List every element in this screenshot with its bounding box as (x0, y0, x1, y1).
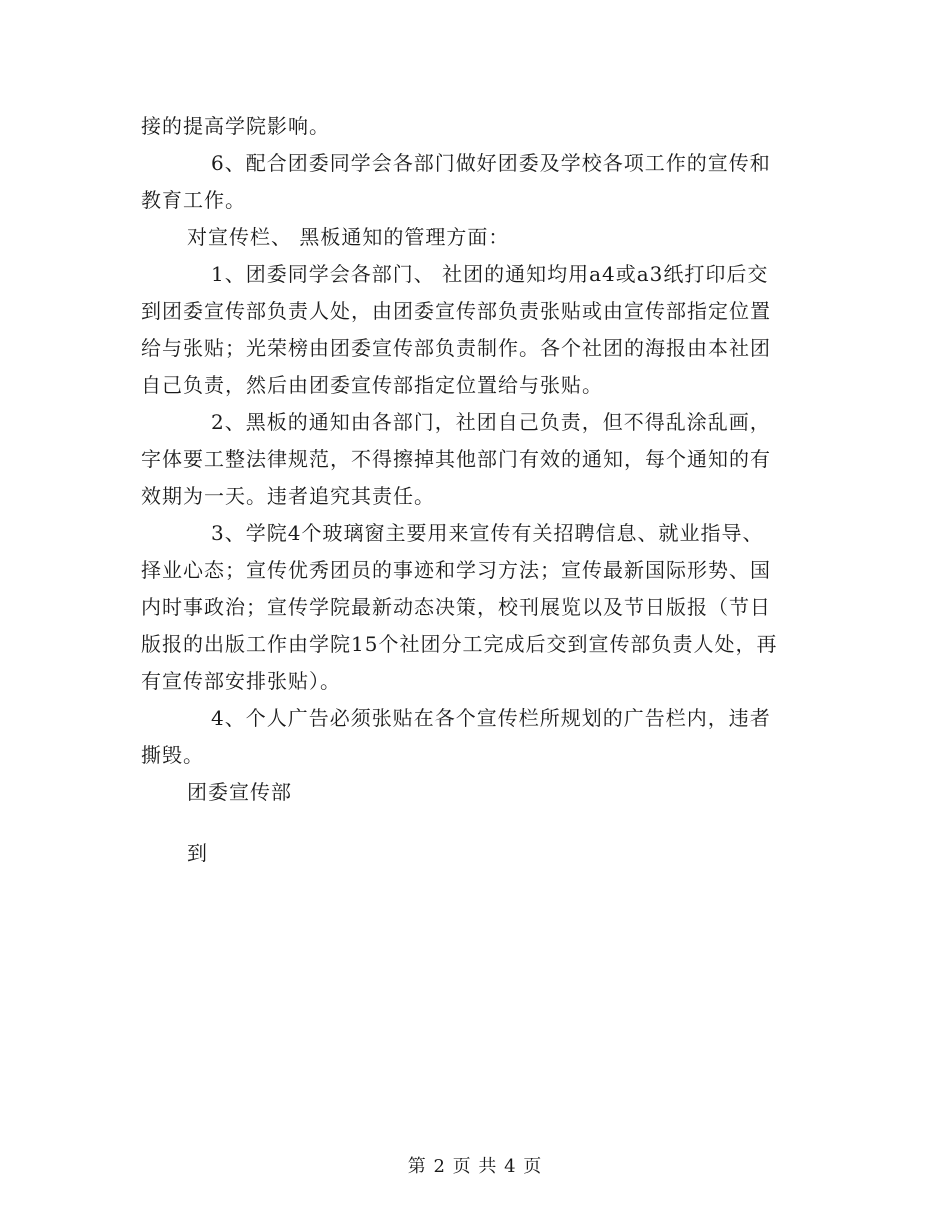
text-line: 有宣传部安排张贴）。 (141, 669, 341, 693)
text-line: 3、学院4个玻璃窗主要用来宣传有关招聘信息、就业指导、 (211, 521, 764, 545)
text-line: 择业心态；宣传优秀团员的事迹和学习方法；宣传最新国际形势、国 (141, 558, 771, 582)
text-line: 自己负责，然后由团委宣传部指定位置给与张贴。 (141, 373, 603, 397)
text-line: 到团委宣传部负责人处，由团委宣传部负责张贴或由宣传部指定位置 (141, 299, 771, 323)
section-heading: 对宣传栏、 黑板通知的管理方面： (187, 225, 510, 249)
text-line: 效期为一天。违者追究其责任。 (141, 484, 435, 508)
text-line: 教育工作。 (141, 188, 246, 212)
document-body (141, 108, 811, 872)
text-line: 接的提高学院影响。 (141, 114, 330, 138)
text-line: 撕毁。 (141, 743, 204, 767)
text-line: 2、黑板的通知由各部门，社团自己负责，但不得乱涂乱画， (211, 410, 771, 434)
page-footer (0, 1152, 950, 1178)
text-line: 版报的出版工作由学院15个社团分工完成后交到宣传部负责人处，再 (141, 632, 778, 656)
text-line: 1、团委同学会各部门、 社团的通知均用a4或a3纸打印后交 (211, 262, 769, 286)
text-line: 6、配合团委同学会各部门做好团委及学校各项工作的宣传和 (211, 151, 771, 175)
text-line: 内时事政治；宣传学院最新动态决策，校刊展览以及节日版报（节日 (141, 595, 771, 619)
text-line: 4、个人广告必须张贴在各个宣传栏所规划的广告栏内，违者 (211, 706, 771, 730)
date-line: 到 (187, 841, 207, 865)
signature: 团委宣传部 (187, 780, 292, 804)
text-line: 字体要工整法律规范，不得擦掉其他部门有效的通知，每个通知的有 (141, 447, 771, 471)
page-number: 第 2 页 共 4 页 (407, 1156, 543, 1177)
text-line: 给与张贴；光荣榜由团委宣传部负责制作。各个社团的海报由本社团 (141, 336, 771, 360)
